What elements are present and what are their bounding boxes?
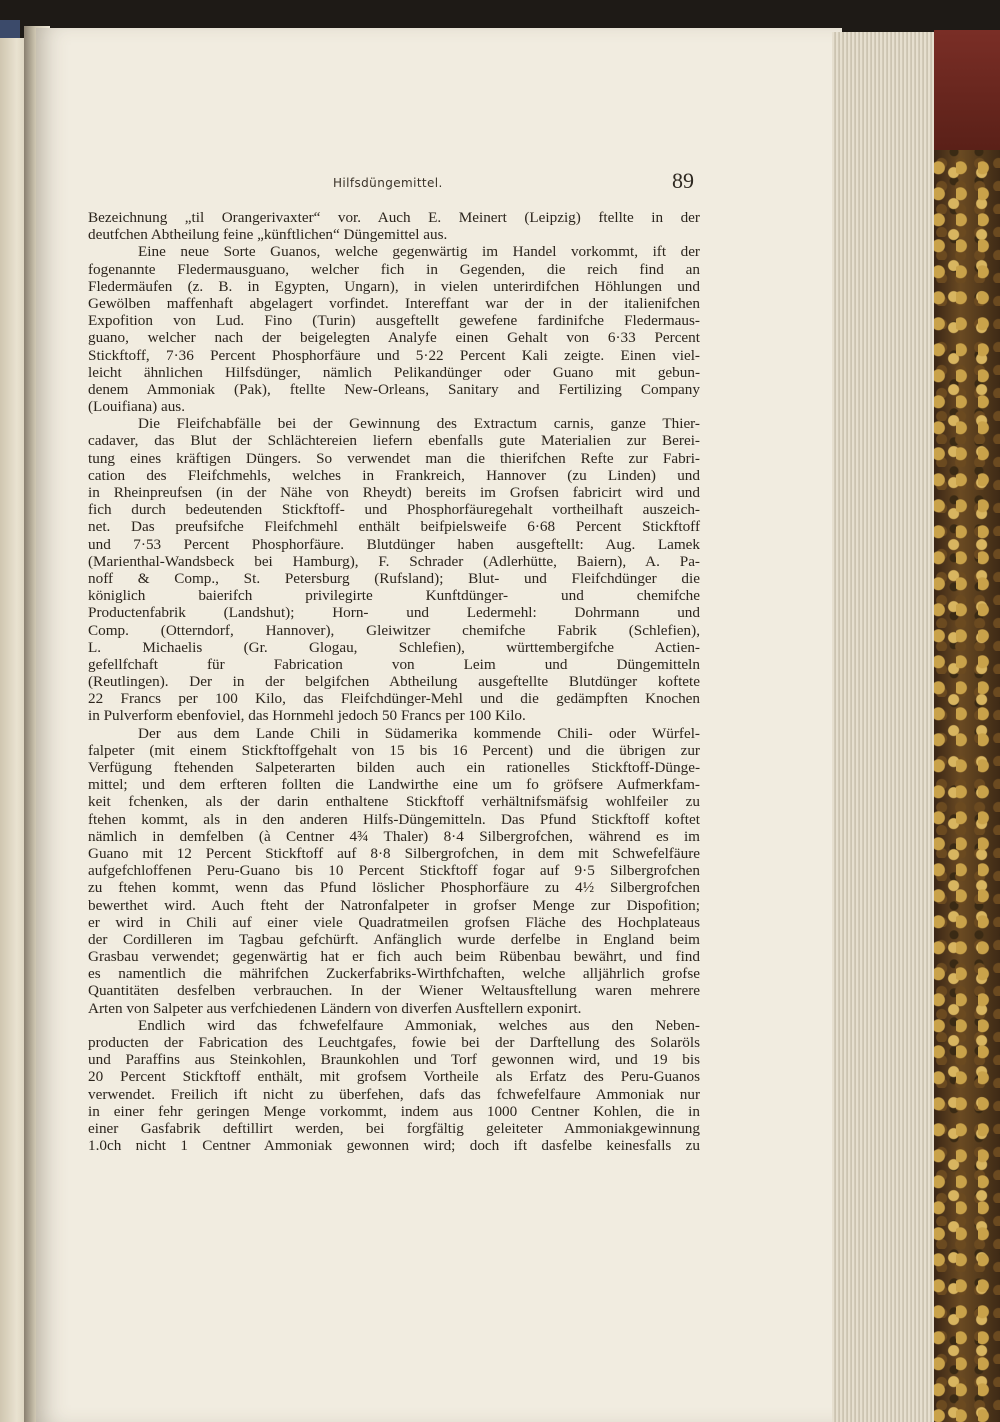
text-line: gefellfchaft für Fabrication von Leim und Düngemitteln [88,655,700,673]
text-line: Arten von Salpeter aus verfchiedenen Ländern von diverfen Ausftellern exponirt. [88,999,582,1017]
text-line: ftehen kommt, als in den anderen Hilfs-Düngemitteln. Das Pfund Stickftoff koftet [88,810,700,828]
text-line: in Rheinpreufsen (in der Nähe von Rheydt) bereits im Grofsen fabricirt wird und [88,484,700,501]
text-line: bewerthet wird. Auch fteht der Natronfalpeter in grofser Menge zur Dispofition; [88,896,700,914]
text-line: keit fchenken, als der darin enthaltene Stickftoff verhältnifsmäfsig wohlfeiler zu [88,793,700,811]
page-edges [832,32,936,1422]
text-line: falpeter (mit einem Stickftoffgehalt von 15 bis 16 Percent) und die übrigen zur [88,741,700,759]
text-line: verwendet. Freilich ift nicht zu überfehen, dafs das fchwefelfaure Ammoniak nur [88,1085,700,1103]
body-text [88,209,700,1154]
text-line: leicht ähnlichen Hilfsdünger, nämlich Pelikandünger oder Guano mit gebun- [88,363,700,381]
page-header [88,168,698,198]
text-line: 1.0ch nicht 1 Centner Ammoniak gewonnen wird; doch ift dasfelbe keinesfalls zu [88,1137,700,1155]
text-line: Grasbau verwendet; gegenwärtig hat er fich auch beim Rübenbau bewährt, und find [88,948,700,966]
text-line: noff & Comp., St. Petersburg (Rufsland); Blut- und Fleifchdünger die [88,569,700,587]
cover-corner [934,30,1000,150]
text-line: aufgefchloffenen Peru-Guano bis 10 Percent Stickftoff fogar auf 9·5 Silbergrofchen [88,862,700,880]
text-line: (Louifiana) aus. [88,398,185,416]
text-line: denem Ammoniak (Pak), ftellte New-Orleans, Sanitary and Fertilizing Company [88,380,700,398]
text-line: tung eines kräftigen Düngers. So verwendet man die thierifchen Refte zur Fabri- [88,449,700,467]
text-line: königlich baierifch privilegirte Kunftdünger- und chemifche [88,587,700,605]
text-line: Gewölben maffenhaft abgelagert vorfindet. Intereffant war der in der italienifchen [88,294,700,312]
text-line: L. Michaelis (Gr. Glogau, Schlefien), württembergifche Actien- [88,638,700,656]
text-line: es namentlich die mährifchen Zuckerfabriks-Wirthfchaften, welche alljährlich grofse [88,965,700,983]
text-line: Quantitäten desfelben verbrauchen. In der Wiener Weltausftellung waren mehrere [88,982,700,1000]
text-line: (Marienthal-Wandsbeck bei Hamburg), F. Schrader (Adlerhütte, Baiern), A. Pa- [88,552,700,570]
text-line: guano, welcher nach der beigelegten Analyfe einen Gehalt von 6·33 Percent [88,329,700,347]
text-line: Expofition von Lud. Fino (Turin) ausgeftellt gewefene fardinifche Fledermaus- [88,312,700,330]
text-line: Verfügung ftehenden Salpeterarten bilden auch ein rationelles Stickftoff-Dünge- [88,759,700,776]
text-line: fogenannte Fledermausguano, welcher fich in Gegenden, die reich find an [88,260,700,278]
marbled-cover [934,30,1000,1422]
text-line: einer Gasfabrik deftillirt werden, bei forgfältig geleiteter Ammoniakgewinnung [88,1119,700,1137]
text-line: Stickftoff, 7·36 Percent Phosphorfäure und 5·22 Percent Kali zeigte. Einen viel- [88,346,700,364]
text-line: producten der Fabrication des Leuchtgafes, fowie bei der Darftellung des Solaröls [88,1034,700,1051]
text-line: fich durch bedeutenden Stickftoff- und Phosphorfäuregehalt vortheilhaft auszeich- [88,501,700,519]
text-line: er wird in Chili auf einer viele Quadratmeilen grofsen Fläche des Hochplateaus [88,913,700,931]
text-line: 22 Francs per 100 Kilo, das Fleifchdünger-Mehl und die gedämpften Knochen [88,690,700,708]
running-head: Hilfsdüngemittel. [333,176,443,190]
text-line: net. Das preufsifche Fleifchmehl enthält beifpielsweife 6·68 Percent Stickftoff [88,518,700,536]
text-line: in einer fehr geringen Menge vorkommt, indem aus 1000 Centner Kohlen, die in [88,1102,700,1120]
text-line: und 7·53 Percent Phosphorfäure. Blutdünger haben ausgeftellt: Aug. Lamek [88,535,700,553]
text-line: Fledermäufen (z. B. in Egypten, Ungarn), in vielen unterirdifchen Höhlungen und [88,277,700,295]
text-line: Productenfabrik (Landshut); Horn- und Ledermehl: Dohrmann und [88,604,700,622]
text-line: Guano mit 12 Percent Stickftoff auf 8·8 Silbergrofchen, in dem mit Schwefelfäure [88,844,700,862]
text-line: mittel; und dem erfteren follten die Landwirthe eine um fo gröfsere Aufmerkfam- [88,776,700,794]
text-line: Bezeichnung „til Orangerivaxter“ vor. Auch E. Meinert (Leipzig) ftellte in der [88,209,700,226]
text-line: Der aus dem Lande Chili in Südamerika kommende Chili- oder Würfel- [138,724,700,742]
text-line: (Reutlingen). Der in der belgifchen Abtheilung ausgeftellte Blutdünger koftete [88,673,700,691]
text-line: cadaver, das Blut der Schlächtereien liefern ebenfalls gute Materialien zur Berei- [88,432,700,450]
text-line: Eine neue Sorte Guanos, welche gegenwärtig im Handel vorkommt, ift der [138,243,700,261]
text-line: nämlich in demfelben (à Centner 4¾ Thaler) 8·4 Silbergrofchen, während es im [88,827,700,845]
text-line: cation des Fleifchmehls, welches in Frankreich, Hannover (zu Linden) und [88,466,700,484]
text-line: deutfchen Abtheilung feine „künftlichen“ Düngemittel aus. [88,226,448,244]
text-line: und Paraffins aus Steinkohlen, Braunkohlen und Torf gewonnen wird, und 19 bis [88,1051,700,1069]
text-line: zu ftehen kommt, wenn das Pfund löslicher Phosphorfäure zu 4½ Silbergrofchen [88,879,700,897]
text-line: in Pulverform ebenfoviel, das Hornmehl jedoch 50 Francs per 100 Kilo. [88,707,526,725]
text-line: der Cordilleren im Tagbau gefchürft. Anfänglich wurde derfelbe in England beim [88,930,700,948]
text-line: Endlich wird das fchwefelfaure Ammoniak, welches aus den Neben- [138,1016,700,1034]
text-line: 20 Percent Stickftoff enthält, mit grofsem Vortheile als Erfatz des Peru-Guanos [88,1068,700,1086]
page-number: 89 [672,168,694,193]
text-line: Comp. (Otterndorf, Hannover), Gleiwitzer chemifche Fabrik (Schlefien), [88,621,700,639]
text-line: Die Fleifchabfälle bei der Gewinnung des Extractum carnis, ganze Thier- [138,415,700,433]
